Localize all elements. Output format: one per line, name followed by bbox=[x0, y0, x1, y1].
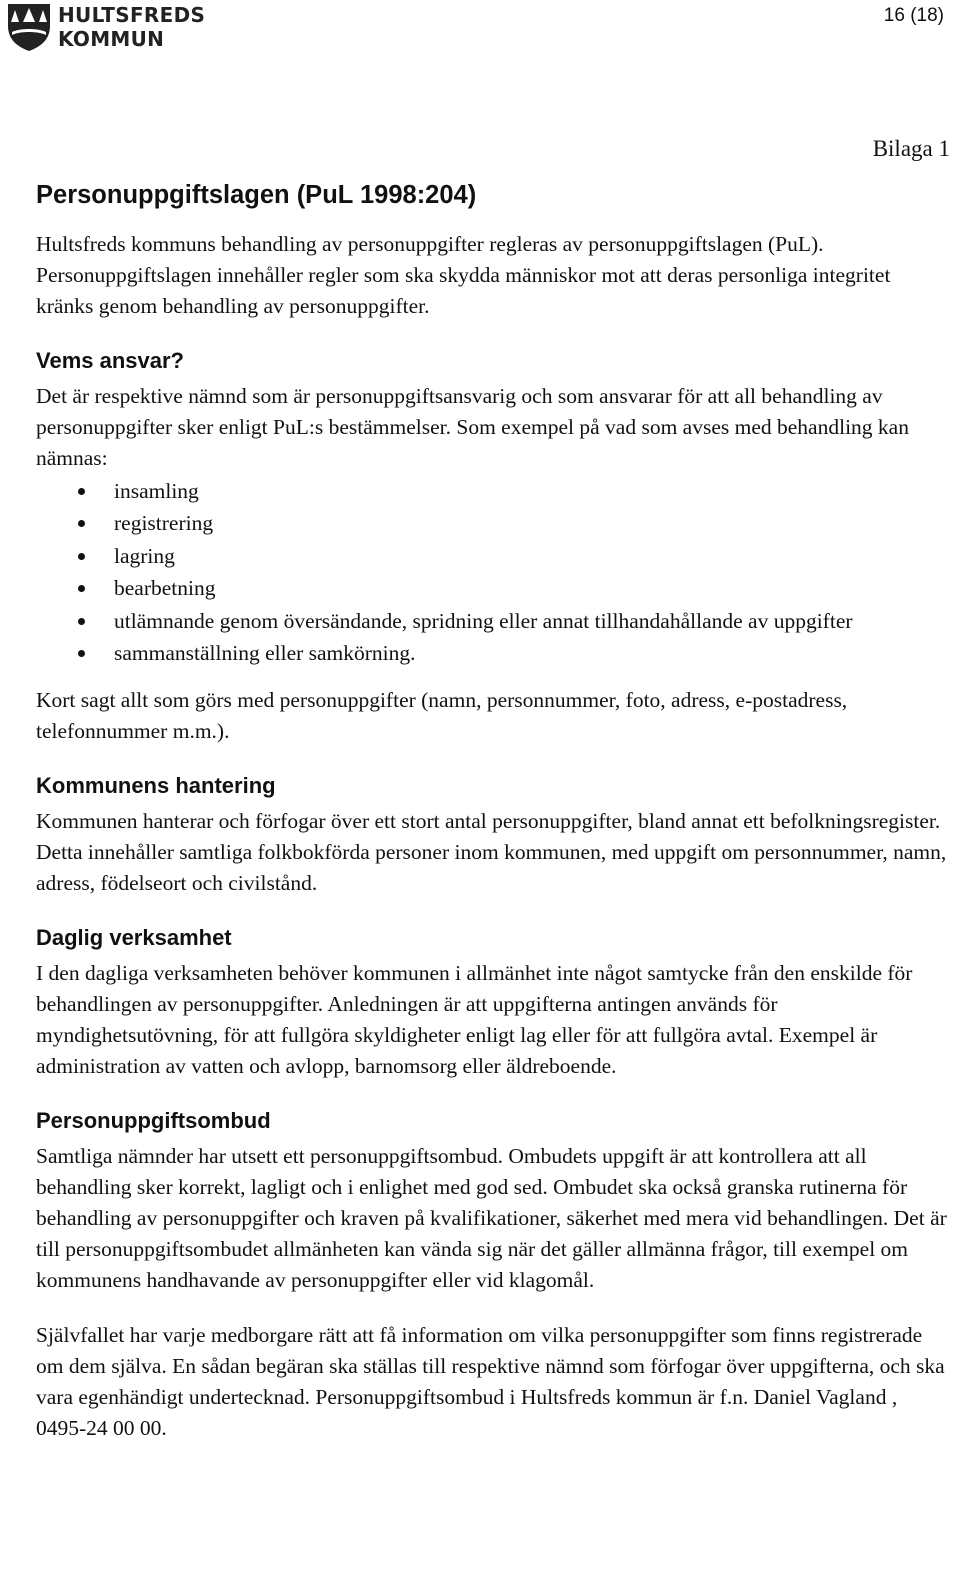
coat-of-arms-icon bbox=[6, 2, 52, 52]
ombud-paragraph-2: Självfallet har varje medborgare rätt att få information om vilka personuppgifter som finns registrerade om dem själva. En sådan begäran ska ställas till respektive nämnd som förfogar över uppgifterna, och ska vara egenhändigt undertecknad. Personuppgiftsombud i Hultsfreds kommun är f.n. Daniel Vagland , 0495-24 00 00. bbox=[36, 1323, 945, 1441]
list-item: registrering bbox=[36, 507, 948, 539]
page-number: 16 (18) bbox=[883, 5, 944, 26]
daily-paragraph: I den dagliga verksamheten behöver kommunen i allmänhet inte något samtycke från den enskilde för behandlingen av personuppgifter. Anledningen är att uppgifterna antingen används för myndighetsutövning, för att fullgöra skyldigheter enligt lag eller för att fullgöra avtal. Exempel är administration av vatten och avlopp, barnomsorg eller äldreboende. bbox=[36, 961, 913, 1079]
responsibility-paragraph: Det är respektive nämnd som är personuppgiftsansvarig och som ansvarar för att all behandling av personuppgifter sker enligt PuL:s bestämmelser. Som exempel på vad som avses med behandling kan nämnas: bbox=[36, 384, 909, 470]
logo-line-1: HULTSFREDS bbox=[58, 3, 206, 27]
section-heading-municipality: Kommunens hantering bbox=[36, 773, 276, 799]
ombud-paragraph-1: Samtliga nämnder har utsett ett personuppgiftsombud. Ombudets uppgift är att kontrollera att all behandling sker korrekt, lagligt och i enlighet med god sed. Ombudet ska också granska rutinerna för behandling av personuppgifter och kraven på kvalifikationer, säkerhet med mera vid behandlingen. Det är till personuppgiftsombudet allmänheten kan vända sig när det gäller allmänna frågor, till exempel om kommunens handhavande av personuppgifter eller vid klagomål. bbox=[36, 1144, 947, 1293]
appendix-label: Bilaga 1 bbox=[872, 136, 950, 161]
summary-paragraph: Kort sagt allt som görs med personuppgifter (namn, personnummer, foto, adress, e-postadress, telefonnummer m.m.). bbox=[36, 688, 848, 744]
logo-wordmark bbox=[58, 3, 205, 51]
list-item: sammanställning eller samkörning. bbox=[36, 637, 948, 669]
logo-line-2: KOMMUN bbox=[58, 27, 165, 51]
municipality-paragraph: Kommunen hanterar och förfogar över ett stort antal personuppgifter, bland annat ett befolkningsregister. Detta innehåller samtliga folkbokförda personer inom kommunen, med uppgift om personnummer, namn, adress, födelseort och civilstånd. bbox=[36, 809, 947, 896]
document-title: Personuppgiftslagen (PuL 1998:204) bbox=[36, 181, 477, 209]
section-heading-daily: Daglig verksamhet bbox=[36, 925, 232, 951]
section-heading-responsibility: Vems ansvar? bbox=[36, 348, 184, 373]
document-body bbox=[36, 178, 948, 1444]
section-heading-ombud: Personuppgiftsombud bbox=[36, 1108, 271, 1134]
list-item: bearbetning bbox=[36, 572, 948, 604]
processing-examples-list bbox=[36, 475, 948, 669]
municipality-logo bbox=[6, 2, 206, 54]
list-item: utlämnande genom översändande, spridning eller annat tillhandahållande av uppgifter bbox=[36, 605, 948, 637]
list-item: insamling bbox=[36, 475, 948, 507]
intro-paragraph: Hultsfreds kommuns behandling av personuppgifter regleras av personuppgiftslagen (PuL). Personuppgiftslagen innehåller regler som ska skydda människor mot att deras personliga integritet kränks genom behandling av personuppgifter. bbox=[36, 232, 891, 318]
list-item: lagring bbox=[36, 540, 948, 572]
